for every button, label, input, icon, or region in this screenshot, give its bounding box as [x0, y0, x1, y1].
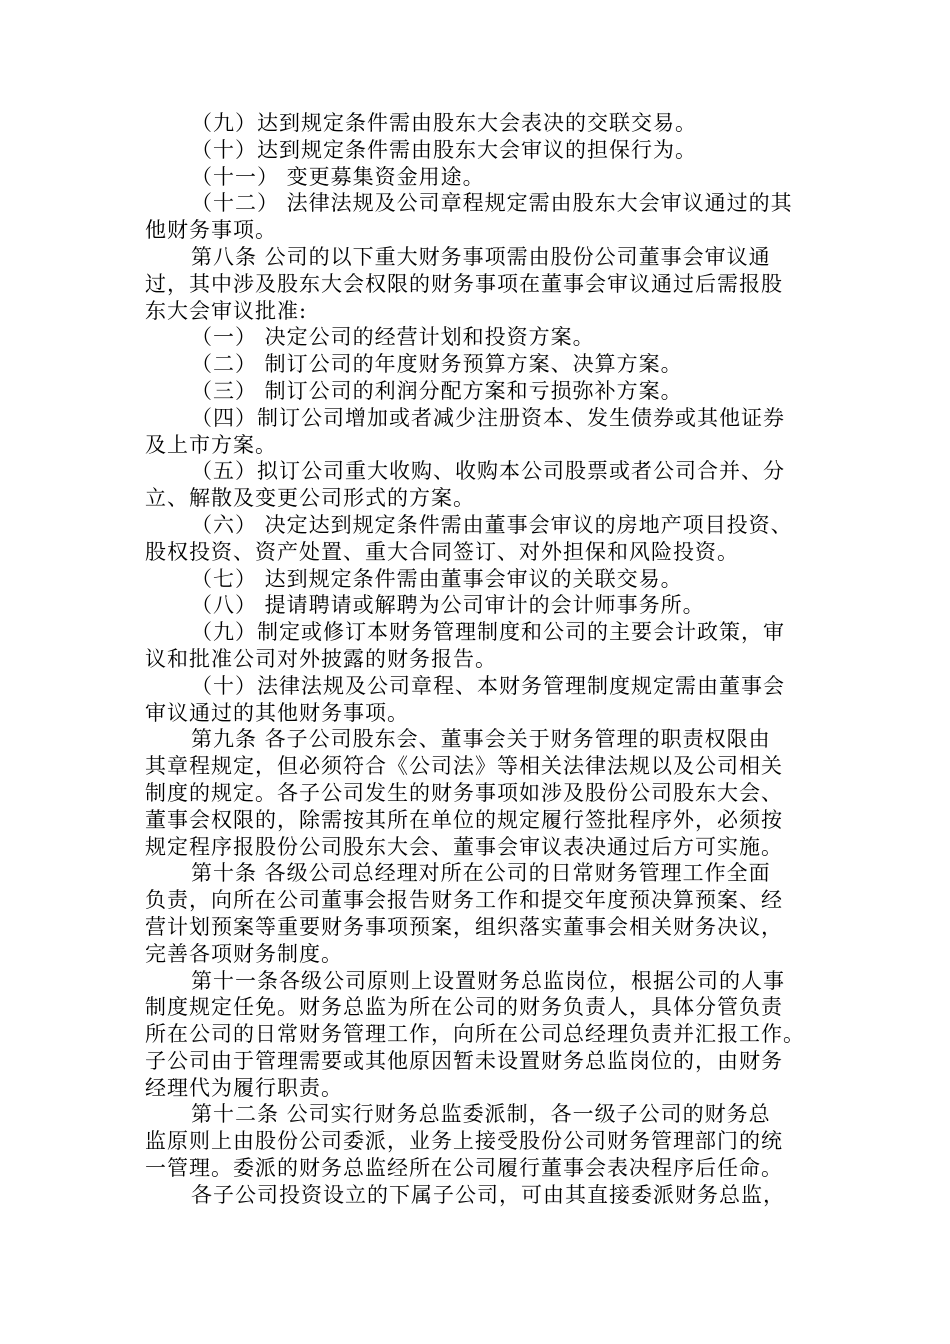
text-line: 制度规定任免。财务总监为所在公司的财务负责人，具体分管负责	[145, 995, 783, 1020]
text-line: 经理代为履行职责。	[145, 1075, 343, 1100]
text-line: 监原则上由股份公司委派，业务上接受股份公司财务管理部门的统	[145, 1129, 783, 1154]
text-line: 一管理。委派的财务总监经所在公司履行董事会表决程序后任命。	[145, 1156, 783, 1181]
text-line: 第九条 各子公司股东会、董事会关于财务管理的职责权限由	[191, 727, 771, 752]
text-line: （二） 制订公司的年度财务预算方案、决算方案。	[191, 352, 683, 377]
text-line: 东大会审议批准:	[145, 298, 308, 323]
text-line: （五）拟订公司重大收购、收购本公司股票或者公司合并、分	[191, 459, 785, 484]
text-line: （十二） 法律法规及公司章程规定需由股东大会审议通过的其	[191, 191, 793, 216]
text-line: （七） 达到规定条件需由董事会审议的关联交易。	[191, 566, 683, 591]
text-line: （六） 决定达到规定条件需由董事会审议的房地产项目投资、	[191, 512, 793, 537]
text-line: 过，其中涉及股东大会权限的财务事项在董事会审议通过后需报股	[145, 271, 783, 296]
text-line: 立、解散及变更公司形式的方案。	[145, 486, 475, 511]
text-line: 审议通过的其他财务事项。	[145, 700, 409, 725]
text-line: （十）法律法规及公司章程、本财务管理制度规定需由董事会	[191, 673, 785, 698]
text-line: 第十一条各级公司原则上设置财务总监岗位，根据公司的人事	[191, 968, 785, 993]
text-line: 子公司由于管理需要或其他原因暂未设置财务总监岗位的，由财务	[145, 1048, 783, 1073]
text-line: 第八条 公司的以下重大财务事项需由股份公司董事会审议通	[191, 244, 771, 269]
text-line: （九）达到规定条件需由股东大会表决的交联交易。	[191, 111, 697, 135]
text-line: 其章程规定，但必须符合《公司法》等相关法律法规以及公司相关	[145, 754, 783, 779]
text-line: 制度的规定。各子公司发生的财务事项如涉及股份公司股东大会、	[145, 780, 783, 805]
text-line: 规定程序报股份公司股东大会、董事会审议表决通过后方可实施。	[145, 834, 783, 859]
text-line: 第十条 各级公司总经理对所在公司的日常财务管理工作全面	[191, 861, 771, 886]
text-line: （四）制订公司增加或者减少注册资本、发生债券或其他证券	[191, 405, 785, 430]
text-line: （三） 制订公司的利润分配方案和亏损弥补方案。	[191, 378, 683, 403]
text-line: （一） 决定公司的经营计划和投资方案。	[191, 325, 595, 350]
text-line: （九）制定或修订本财务管理制度和公司的主要会计政策，审	[191, 620, 785, 645]
text-line: 股权投资、资产处置、重大合同签订、对外担保和风险投资。	[145, 539, 739, 564]
text-line: 营计划预案等重要财务事项预案，组织落实董事会相关财务决议，	[145, 914, 783, 939]
text-line: （十）达到规定条件需由股东大会审议的担保行为。	[191, 137, 697, 162]
text-line: 他财务事项。	[145, 218, 277, 243]
text-line: （十一） 变更募集资金用途。	[191, 164, 485, 189]
text-line: 所在公司的日常财务管理工作，向所在公司总经理负责并汇报工作。	[145, 1022, 805, 1047]
text-line: 董事会权限的，除需按其所在单位的规定履行签批程序外，必须按	[145, 807, 783, 832]
document-body	[145, 110, 825, 1209]
text-line: 第十二条 公司实行财务总监委派制，各一级子公司的财务总	[191, 1102, 771, 1127]
text-line: 完善各项财务制度。	[145, 941, 343, 966]
text-line: 负责，向所在公司董事会报告财务工作和提交年度预决算预案、经	[145, 888, 783, 913]
text-line: 各子公司投资设立的下属子公司，可由其直接委派财务总监，	[191, 1182, 785, 1207]
text-line: 及上市方案。	[145, 432, 277, 457]
text-line: 议和批准公司对外披露的财务报告。	[145, 646, 497, 671]
text-line: （八） 提请聘请或解聘为公司审计的会计师事务所。	[191, 593, 705, 618]
